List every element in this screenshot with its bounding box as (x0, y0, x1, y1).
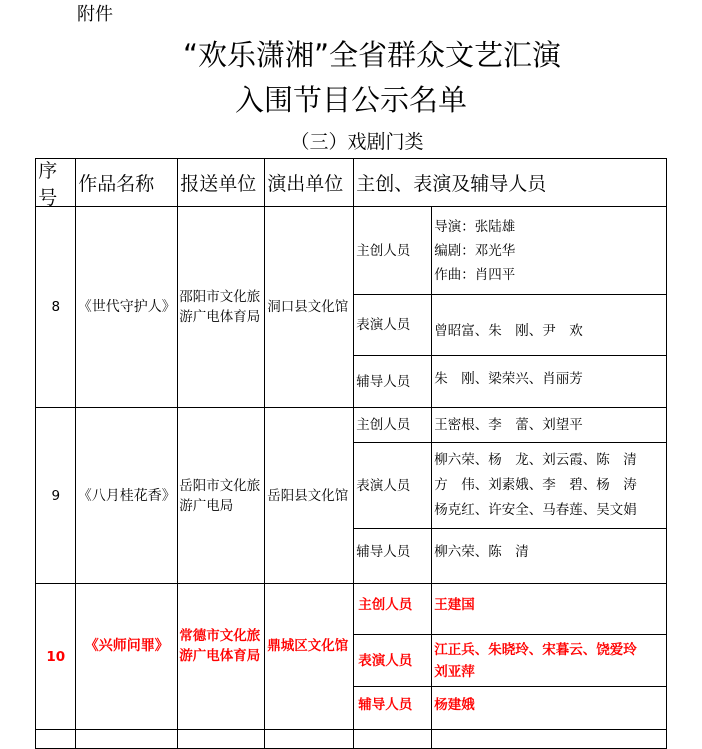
submitter-cell (177, 407, 265, 584)
staff-name-line: 刘亚萍 (434, 663, 475, 680)
submitter-cell (177, 206, 265, 408)
next-row-cell (264, 729, 354, 749)
submitter-line: 游广电体育局 (179, 647, 261, 664)
next-row-cell (35, 729, 76, 749)
staff-names: 柳六荣、陈 清 (431, 528, 667, 584)
next-row-cell (353, 729, 432, 749)
staff-name-line: 导演：张陆雄 (434, 218, 516, 235)
column-header-staff: 主创、表演及辅导人员 (353, 158, 667, 207)
staff-names: 王建国 (431, 583, 667, 635)
column-header-performer: 演出单位 (264, 158, 354, 207)
staff-name-line: 编剧：邓光华 (434, 242, 516, 259)
column-header-title: 作品名称 (75, 158, 178, 207)
column-header-submitter: 报送单位 (177, 158, 265, 207)
staff-role: 表演人员 (353, 294, 432, 356)
staff-name-line: 方 伟、刘素娥、李 碧、杨 涛 (434, 477, 637, 494)
staff-role: 表演人员 (353, 634, 432, 687)
staff-role: 主创人员 (353, 206, 432, 295)
category-subtitle: （三）戏剧门类 (290, 131, 424, 153)
attachment-label: 附件 (77, 4, 113, 25)
staff-names (431, 442, 667, 529)
staff-role: 辅导人员 (353, 528, 432, 584)
staff-name-line: 杨克红、许安全、马春莲、吴文娟 (434, 502, 637, 519)
staff-names (431, 634, 667, 687)
submitter-line: 岳阳市文化旅 (179, 477, 261, 494)
staff-names: 曾昭富、朱 刚、尹 欢 (431, 294, 667, 356)
document-title-line1: “欢乐潇湘”全省群众文艺汇演 (182, 38, 562, 72)
staff-role: 辅导人员 (353, 355, 432, 408)
staff-role: 主创人员 (353, 407, 432, 443)
performer-cell: 洞口县文化馆 (264, 206, 354, 408)
submitter-line: 邵阳市文化旅 (179, 289, 261, 306)
staff-role: 主创人员 (353, 583, 432, 635)
submitter-line: 游广电局 (179, 497, 234, 514)
staff-name-line: 作曲：肖四平 (434, 266, 516, 283)
staff-name-line: 江正兵、朱晓玲、宋暮云、饶爱玲 (434, 641, 637, 658)
submitter-cell (177, 583, 265, 730)
staff-role: 辅导人员 (353, 686, 432, 730)
row-number: 8 (35, 206, 76, 408)
row-number: 9 (35, 407, 76, 584)
column-header-number: 序号 (35, 158, 76, 207)
submitter-line: 常德市文化旅 (179, 627, 261, 644)
staff-name-line: 柳六荣、杨 龙、刘云霞、陈 清 (434, 452, 637, 469)
work-title: 《八月桂花香》 (75, 407, 178, 584)
document-title-line2: 入围节目公示名单 (234, 83, 467, 117)
staff-role: 表演人员 (353, 442, 432, 529)
staff-names (431, 206, 667, 295)
work-title: 《世代守护人》 (75, 206, 178, 408)
staff-names: 杨建娥 (431, 686, 667, 730)
performer-cell: 岳阳县文化馆 (264, 407, 354, 584)
next-row-cell (75, 729, 178, 749)
staff-names: 朱 刚、梁荣兴、肖丽芳 (431, 355, 667, 408)
next-row-cell (431, 729, 667, 749)
next-row-cell (177, 729, 265, 749)
submitter-line: 游广电体育局 (179, 309, 261, 326)
performer-cell: 鼎城区文化馆 (264, 583, 354, 730)
staff-names: 王密根、李 蕾、刘望平 (431, 407, 667, 443)
work-title: 《兴师问罪》 (75, 583, 178, 730)
row-number: 10 (35, 583, 76, 730)
